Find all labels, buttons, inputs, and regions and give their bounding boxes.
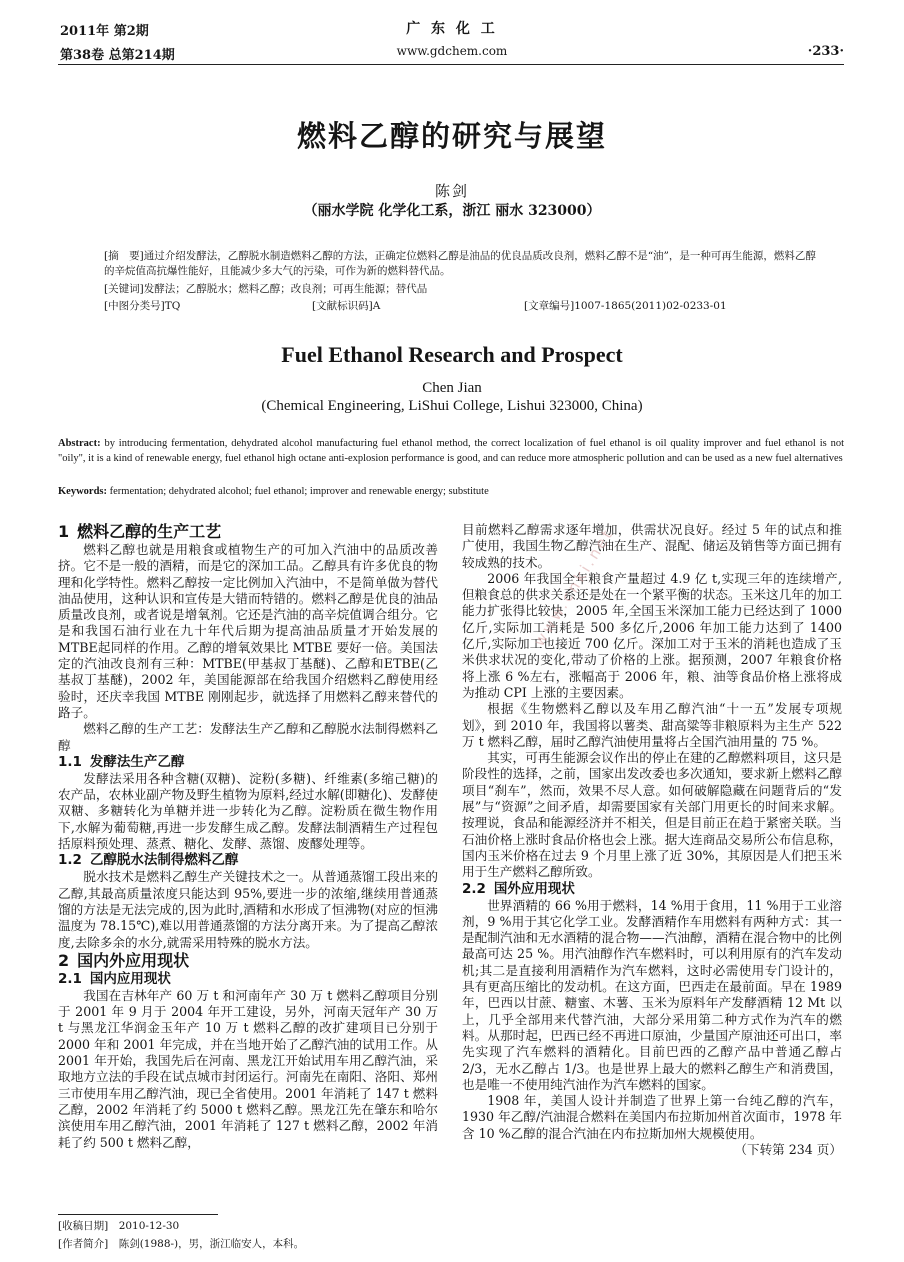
keywords-en-text: fermentation; dehydrated alcohol; fuel ethanol; improver and renewable energy; substitute bbox=[107, 486, 489, 497]
section-2-number: 2 bbox=[58, 950, 70, 970]
section-1-1-title: 发酵法生产乙醇 bbox=[89, 753, 185, 770]
section-2-title: 国内外应用现状 bbox=[77, 950, 190, 970]
section-1-2-heading bbox=[58, 852, 438, 869]
author-cn: 陈剑 bbox=[434, 182, 469, 200]
section-2-1-title: 国内应用现状 bbox=[89, 970, 171, 987]
abstract-en-text: by introducing fermentation, dehydrated alcohol manufacturing fuel ethanol method, the correct localization of fuel ethanol is oil quality improver and fuel ethanol is not "oily", it is a kind of renewable energy, fuel ethanol high octane anti-explosion performance is good, and can reduce more atmospheric pollution and can be used as a new fuel alternatives bbox=[58, 438, 844, 464]
section-2-2-heading bbox=[462, 881, 842, 898]
paragraph: 燃料乙醇也就是用粮食或植物生产的可加入汽油中的品质改善挤。它不是一般的酒精，而是它的深加工品。乙醇具有许多优良的物理和化学特性。燃料乙醇按一定比例加入汽油中，不是简单做为替代油品使用，这种认识和宣传是大错而特错的。燃料乙醇是优良的油品质量改良剂，或者说是增氧剂。它还是汽油的高辛烷值调合组分。它是和我国石油行业在九十年代后期为提高油品质量才开始发展的MTBE起同样的作用。乙醇的增氧效果比 MTBE 要好一倍。美国法定的汽油改良剂有三种：MTBE(甲基叔丁基醚)、乙醇和ETBE(乙基叔丁基醚)，2002 年，美国能源部在给我国介绍燃料乙醇使用经验时，还庆幸我国 MTBE 刚刚起步，就选择了用燃料乙醇来替代的路子。 bbox=[58, 542, 438, 720]
issue-label: 2011年 第2期 bbox=[60, 24, 149, 39]
section-2-heading bbox=[58, 951, 438, 971]
section-1-2-title: 乙醇脱水法制得燃料乙醇 bbox=[89, 852, 239, 869]
footnote-rule bbox=[58, 1214, 218, 1215]
paragraph: 2006 年我国全年粮食产量超过 4.9 亿 t,实现三年的连续增产,但粮食总的供求关系还是处在一个紧平衡的状态。玉米这几年的加工能力扩张得比较快，2005 年,全国玉米深加工能力已经达到了 1000 亿斤,实际加工消耗是 500 多亿斤,2006 年加工能力达到了 1400 亿斤,实际加工也接近 700 亿斤。深加工对于玉米的消耗也造成了玉米供求状况的变化,带动了价格的上涨。据预测，2007 年粮食价格将上涨 6 %左右，涨幅高于 2006 年，粮、油等食品价格上涨将成为推动 CPI 上涨的主要因素。 bbox=[462, 570, 842, 700]
paragraph: 目前燃料乙醇需求逐年增加，供需状况良好。经过 5 年的试点和推广使用，我国生物乙醇汽油在生产、混配、储运及销售等方面已拥有较成熟的技术。 bbox=[462, 522, 842, 570]
header-rule bbox=[58, 64, 844, 65]
section-1-title: 燃料乙醇的生产工艺 bbox=[77, 522, 222, 541]
paper-title-en: Fuel Ethanol Research and Prospect bbox=[281, 342, 623, 367]
class-number: [中图分类号]TQ bbox=[104, 300, 181, 312]
paragraph: 我国在吉林年产 60 万 t 和河南年产 30 万 t 燃料乙醇项目分别于 2001 年 9 月于 2004 年开工建设，另外，河南天冠年产 30 万 t 与黑龙江华润金玉年产 10 万 t 燃料乙醇的改扩建项目已分别于 2000 年和 2001 年完成，并在当地开始了乙醇汽油的试用工作。从 2001 年开始，我国先后在河南、黑龙江开始试用车用乙醇汽油，采取地方立法的手段在试点城市封闭运行。河南先在南阳、洛阳、郑州三市使用车用乙醇汽油，现已全省使用。2001 年消耗了 147 t 燃料乙醇，2002 年消耗了约 5000 t 燃料乙醇。黑龙江先在肇东和哈尔滨使用车用乙醇汽油，2001 年消耗了 127 t 燃料乙醇，2002 年消耗了约 500 t 燃料乙醇， bbox=[58, 987, 438, 1150]
document-code: [文献标识码]A bbox=[312, 300, 381, 312]
section-2-2-title: 国外应用现状 bbox=[493, 880, 575, 897]
received-date: [收稿日期] 2010-12-30 bbox=[58, 1220, 180, 1232]
keywords-cn: [关键词]发酵法；乙醇脱水；燃料乙醇；改良剂；可再生能源；替代品 bbox=[104, 283, 428, 295]
author-en: Chen Jian bbox=[422, 380, 482, 396]
paragraph: 脱水技术是燃料乙醇生产关键技术之一。从普通蒸馏工段出来的乙醇,其最高质量浓度只能达到 95%,要进一步的浓缩,继续用普通蒸馏的方法是无法完成的,因为此时,酒精和水形成了恒沸物(对应的恒沸温度为 78.15℃),难以用普通蒸馏的方法分离开来。为了提高乙醇浓度,去除多余的水分,就需采用特殊的脱水方法。 bbox=[58, 869, 438, 950]
paragraph: 1908 年，美国人设计并制造了世界上第一台纯乙醇的汽车，1930 年乙醇/汽油混合燃料在美国内布拉斯加州首次面市，1978 年含 10 %乙醇的混合汽油在内布拉斯加州大规模使用。 bbox=[462, 1093, 842, 1141]
section-1-1-number: 1.1 bbox=[58, 753, 82, 770]
journal-name: 广 东 化 工 bbox=[406, 21, 498, 37]
abstract-en-label: Abstract: bbox=[58, 438, 101, 449]
article-number: [文章编号]1007-1865(2011)02-0233-01 bbox=[524, 300, 727, 312]
paragraph: 燃料乙醇的生产工艺：发酵法生产乙醇和乙醇脱水法制得燃料乙醇 bbox=[58, 721, 438, 753]
abstract-en bbox=[58, 436, 844, 466]
keywords-en bbox=[58, 484, 844, 499]
affiliation-en: (Chemical Engineering, LiShui College, Lishui 323000, China) bbox=[261, 398, 643, 414]
section-1-number: 1 bbox=[58, 522, 70, 541]
section-1-1-heading bbox=[58, 754, 438, 771]
affiliation-cn: （丽水学院 化学化工系，浙江 丽水 323000） bbox=[303, 203, 601, 219]
journal-url: www.gdchem.com bbox=[396, 44, 508, 58]
section-2-1-heading bbox=[58, 971, 438, 988]
paragraph: 其实，可再生能源会议作出的停止在建的乙醇燃料项目，这只是阶段性的选择，之前，国家出发改委也多次通知，要求新上燃料乙醇项目“刹车”，然而，效果不尽人意。如何破解隐藏在问题背后的“发展”与“资源”之间矛盾，却需要国家有关部门用更长的时间来求解。按理说，食品和能源经济并不相关，但是目前正在趋于紧密关联。当石油价格上涨时食品价格也会上涨。据大连商品交易所公布信息称，国内玉米价格在过去 9 个月里上涨了近 30%，其原因是人们把玉米用于生产燃料乙醇所致。 bbox=[462, 750, 842, 880]
section-1-heading bbox=[58, 522, 438, 542]
right-column bbox=[462, 522, 842, 1158]
section-1-2-number: 1.2 bbox=[58, 852, 82, 869]
paper-title-cn: 燃料乙醇的研究与展望 bbox=[296, 119, 607, 153]
keywords-en-label: Keywords: bbox=[58, 486, 107, 497]
paragraph: 世界酒精的 66 %用于燃料，14 %用于食用，11 %用于工业溶剂，9 %用于其它化学工业。发酵酒精作车用燃料有两种方式：其一是配制汽油和无水酒精的混合物——汽油醇，酒精在混合物中的比例最高可达 25 %。用汽油醇作汽车燃料时，可以利用原有的汽车发动机;其二是直接利用酒精作为汽车燃料，这时必需使用专门设计的，具有更高压缩比的发动机。在这方面，巴西走在最前面。早在 1989 年，巴西以甘蔗、糖蜜、木薯、玉米为原料年产发酵酒精 12 Mt 以上，几乎全部用来代替汽油，大部分采用第二种方式作为汽车的燃料。从那时起，巴西已经不再进口原油，少量国产原油还可出口，率先实现了汽车燃料的酒精化。目前巴西的乙醇产品中普通乙醇占 2/3，无水乙醇占 1/3。也是世界上最大的燃料乙醇生产和消费国，也是唯一不使用纯汽油作为汽车燃料的国家。 bbox=[462, 897, 842, 1092]
paragraph: 发酵法采用各种含糖(双糖)、淀粉(多糖)、纤维素(多缩己糖)的农产品，农林业副产物及野生植物为原料,经过水解(即糖化)、发酵使双糖、多糖转化为单糖并进一步转化为乙醇。淀粉质在微生物作用下,水解为葡萄糖,再进一步发酵生成乙醇。发酵法制酒精生产过程包括原料预处理、蒸煮、糖化、发酵、蒸馏、废醪处理等。 bbox=[58, 770, 438, 852]
page-number: ·233· bbox=[807, 44, 844, 59]
volume-label: 第38卷 总第214期 bbox=[60, 48, 175, 63]
continuation-note: （下转第 234 页） bbox=[734, 1141, 842, 1157]
author-bio: [作者简介] 陈剑(1988-)，男，浙江临安人，本科。 bbox=[58, 1238, 305, 1250]
paragraph: 根据《生物燃料乙醇以及车用乙醇汽油“十一五”发展专项规划》，到 2010 年，我国将以薯类、甜高粱等非粮原料为主生产 522 万 t 燃料乙醇，届时乙醇汽油使用量将占全国汽油用量的 75 %。 bbox=[462, 701, 842, 749]
left-column bbox=[58, 522, 438, 1151]
watermark: www.cnki.net bbox=[530, 524, 618, 650]
section-2-2-number: 2.2 bbox=[462, 880, 486, 897]
section-2-1-number: 2.1 bbox=[58, 970, 82, 987]
abstract-cn: [摘 要]通过介绍发酵法，乙醇脱水制造燃料乙醇的方法，正确定位燃料乙醇是油品的优良品质改良剂，燃料乙醇不是“油”，是一种可再生能源，燃料乙醇的辛烷值高抗爆性能好，且能减少多大气的污染，可作为新的燃料替代品。 bbox=[104, 250, 816, 277]
